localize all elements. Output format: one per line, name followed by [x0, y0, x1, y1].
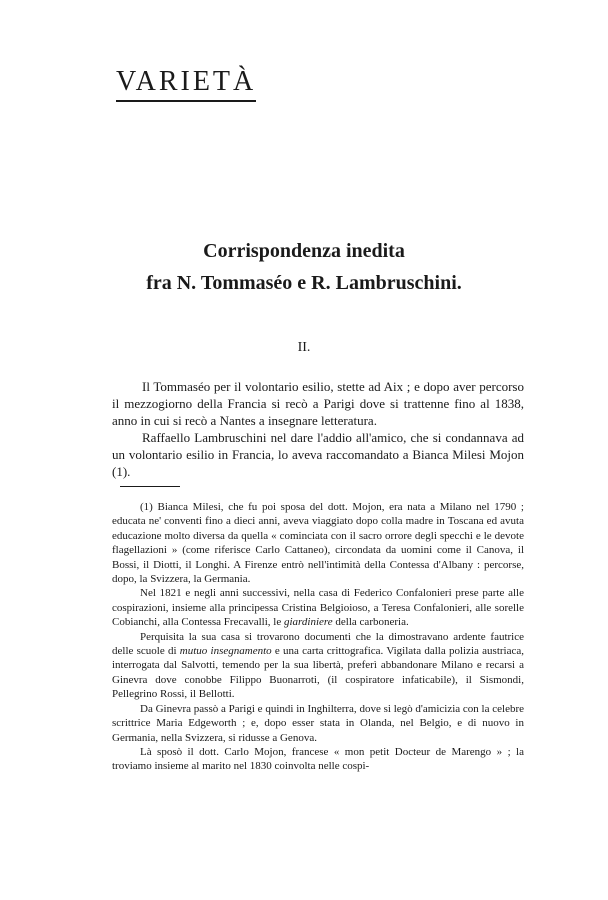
body-paragraph: Raffaello Lambruschini nel dare l'addio all'amico, che si condannava ad un volontario esilio in Francia, lo aveva raccomandato a Bianca Milesi Mojon (1).	[112, 430, 524, 479]
section-title: VARIETÀ	[116, 66, 256, 102]
body-paragraph: Il Tommaséo per il volontario esilio, stette ad Aix ; e dopo aver percorso il mezzogiorno della Francia si recò a Parigi dove si trattenne fino al 1838, anno in cui si recò a Nantes a insegnare letteratura.	[112, 379, 524, 428]
footnote-text: e una carta crittografica. Vigilata dalla polizia austriaca, interrogata dal Salvotti, temendo per la sua libertà, preferì abbandonare Milano e recarsi a Ginevra dove conobbe Filippo Buonarroti, (il cospiratore infaticabile), il Sismondi, Pellegrino Rossi, il Bellotti.	[112, 645, 524, 701]
footnote-paragraph	[112, 630, 524, 702]
footnote-text: della carboneria.	[332, 616, 409, 629]
part-number: II.	[297, 340, 311, 355]
footnote	[112, 500, 524, 774]
body-text	[112, 378, 524, 480]
footnote-italic: mutuo insegnamento	[179, 645, 272, 658]
footnote-paragraph: (1) Bianca Milesi, che fu poi sposa del dott. Mojon, era nata a Milano nel 1790 ; educata ne' conventi fino a dieci anni, aveva viaggiato dopo colla madre in Toscana ed avuta educazione molto diversa da quella « cominciata con il sacro orrore degli specchi e le devote flagellazioni » (come riferisce Carlo Cattaneo), circondata da uomini come il Canova, il Bossi, il Diotti, il Longhi. A Firenze entrò nell'intimità della Contessa d'Albany : percorse, dopo, la Svizzera, la Germania.	[112, 501, 524, 586]
footnote-paragraph	[112, 586, 524, 629]
article-title-line-2: fra N. Tommaséo e R. Lambruschini.	[146, 272, 462, 294]
footnote-italic: giardiniere	[283, 616, 333, 629]
footnote-text: Nel 1821 e negli anni successivi, nella casa di Federico Confalonieri prese parte alle cospirazioni, insieme alla principessa Cristina Belgioioso, a Teresa Confalonieri, alle sorelle Cobianchi, alla Contessa Frecavalli, le	[112, 587, 524, 629]
footnote-paragraph: Là sposò il dott. Carlo Mojon, francese « mon petit Docteur de Marengo » ; la troviamo insieme al marito nel 1830 coinvolta nelle cospi-	[112, 745, 524, 773]
footnote-text: Perquisita la sua casa si trovarono documenti che la dimostravano ardente fautrice delle scuole di	[112, 630, 524, 658]
footnote-divider	[120, 486, 180, 487]
footnote-paragraph: Da Ginevra passò a Parigi e quindi in Inghilterra, dove si legò d'amicizia con la celebre scrittrice Maria Edgeworth ; e, dopo esser stata in Olanda, nel Belgio, e di nuovo in Germania, nella Svizzera, si ridusse a Genova.	[112, 702, 524, 744]
article-title-line-1: Corrispondenza inedita	[203, 240, 405, 262]
